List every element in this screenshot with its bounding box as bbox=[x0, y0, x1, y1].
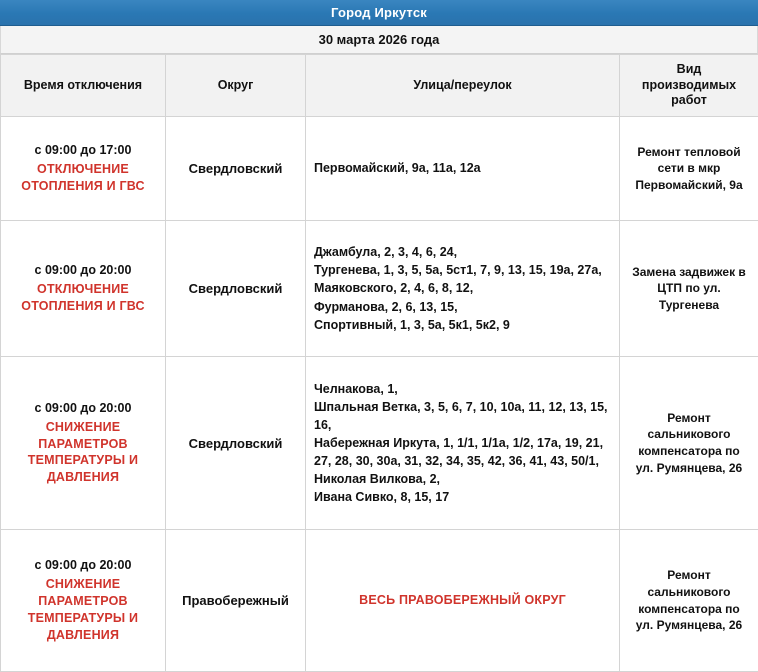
cell-streets bbox=[306, 357, 620, 530]
cell-streets bbox=[306, 530, 620, 672]
outage-notice: ОТКЛЮЧЕНИЕ ОТОПЛЕНИЯ И ГВС bbox=[9, 281, 157, 315]
street-line: Фурманова, 2, 6, 13, 15, bbox=[314, 298, 611, 316]
schedule-date: 30 марта 2026 года bbox=[319, 32, 440, 47]
table-row bbox=[1, 530, 758, 672]
cell-streets bbox=[306, 117, 620, 221]
table-body bbox=[1, 117, 758, 672]
street-line: Спортивный, 1, 3, 5а, 5к1, 5к2, 9 bbox=[314, 316, 611, 334]
outage-notice: СНИЖЕНИЕ ПАРАМЕТРОВ ТЕМПЕРАТУРЫ И ДАВЛЕНИЯ bbox=[9, 576, 157, 644]
street-line: Шпальная Ветка, 3, 5, 6, 7, 10, 10а, 11, 12, 13, 15, 16, bbox=[314, 398, 611, 434]
cell-okrug: Свердловский bbox=[166, 357, 306, 530]
city-title-bar bbox=[0, 0, 758, 26]
cell-outage-time bbox=[1, 357, 166, 530]
outage-time-range: с 09:00 до 20:00 bbox=[9, 262, 157, 279]
cell-work-type: Замена задвижек в ЦТП по ул. Тургенева bbox=[620, 221, 758, 357]
street-line: ВЕСЬ ПРАВОБЕРЕЖНЫЙ ОКРУГ bbox=[314, 591, 611, 609]
cell-okrug: Правобережный bbox=[166, 530, 306, 672]
cell-work-type: Ремонт тепловой сети в мкр Первомайский, 9а bbox=[620, 117, 758, 221]
street-line: Челнакова, 1, bbox=[314, 380, 611, 398]
cell-okrug: Свердловский bbox=[166, 117, 306, 221]
column-header-street: Улица/переулок bbox=[306, 55, 620, 117]
outage-notice: СНИЖЕНИЕ ПАРАМЕТРОВ ТЕМПЕРАТУРЫ И ДАВЛЕНИЯ bbox=[9, 419, 157, 487]
table-row bbox=[1, 117, 758, 221]
outage-notice: ОТКЛЮЧЕНИЕ ОТОПЛЕНИЯ И ГВС bbox=[9, 161, 157, 195]
street-line: Первомайский, 9а, 11а, 12а bbox=[314, 159, 611, 177]
cell-outage-time bbox=[1, 530, 166, 672]
cell-okrug: Свердловский bbox=[166, 221, 306, 357]
outage-time-range: с 09:00 до 20:00 bbox=[9, 400, 157, 417]
street-line: Набережная Иркута, 1, 1/1, 1/1а, 1/2, 17а, 19, 21, 27, 28, 30, 30а, 31, 32, 34, 35, 42, 36, 41, 43, 50/1, bbox=[314, 434, 611, 470]
outage-time-range: с 09:00 до 17:00 bbox=[9, 142, 157, 159]
outage-table bbox=[0, 54, 758, 672]
column-header-time: Время отключения bbox=[1, 55, 166, 117]
table-row bbox=[1, 221, 758, 357]
column-header-okrug: Округ bbox=[166, 55, 306, 117]
street-line: Ивана Сивко, 8, 15, 17 bbox=[314, 488, 611, 506]
table-header-row bbox=[1, 55, 758, 117]
table-row bbox=[1, 357, 758, 530]
cell-work-type: Ремонт сальникового компенсатора по ул. Румянцева, 26 bbox=[620, 530, 758, 672]
street-line: Николая Вилкова, 2, bbox=[314, 470, 611, 488]
city-title: Город Иркутск bbox=[331, 5, 427, 20]
street-line: Джамбула, 2, 3, 4, 6, 24, bbox=[314, 243, 611, 261]
outage-time-range: с 09:00 до 20:00 bbox=[9, 557, 157, 574]
cell-outage-time bbox=[1, 221, 166, 357]
street-line: Тургенева, 1, 3, 5, 5а, 5ст1, 7, 9, 13, 15, 19а, 27а, Маяковского, 2, 4, 6, 8, 12, bbox=[314, 261, 611, 297]
table-header bbox=[1, 55, 758, 117]
cell-outage-time bbox=[1, 117, 166, 221]
column-header-work: Вид производимых работ bbox=[620, 55, 758, 117]
cell-streets bbox=[306, 221, 620, 357]
cell-work-type: Ремонт сальникового компенсатора по ул. Румянцева, 26 bbox=[620, 357, 758, 530]
date-bar bbox=[0, 26, 758, 54]
